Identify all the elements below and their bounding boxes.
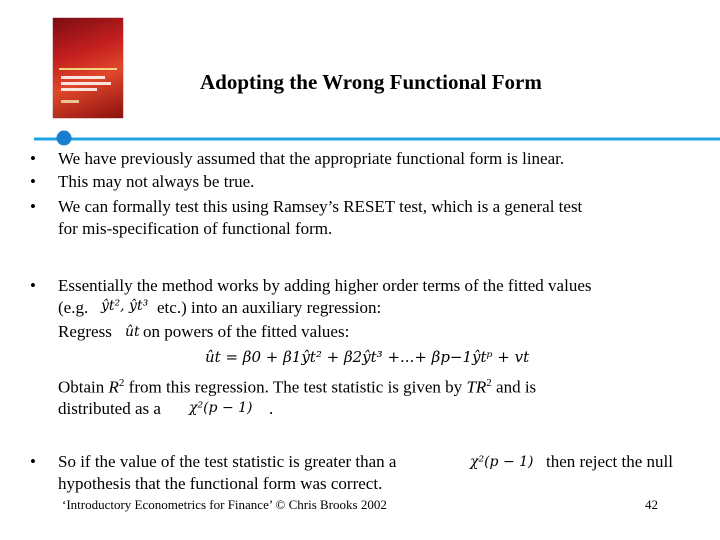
chi-squared-math: χ²(p − 1) — [470, 454, 534, 470]
r-symbol: R — [108, 377, 119, 397]
chi-squared-math: χ²(p − 1) — [189, 400, 253, 416]
regress-suffix: on powers of the fitted values: — [143, 322, 350, 341]
obtain-text-b: from this regression. The test statistic is given by — [128, 377, 463, 397]
residual-math: ût — [125, 324, 140, 340]
bullet-text: This may not always be true. — [58, 172, 255, 191]
divider-dot-icon — [55, 129, 73, 147]
bullet-icon: • — [30, 172, 36, 191]
fitted-powers-math: ŷt², ŷt³ — [101, 298, 149, 314]
eg-prefix: (e.g. — [58, 298, 89, 317]
bullet-icon: • — [30, 149, 36, 168]
bullet-icon: • — [30, 197, 36, 216]
eg-suffix: etc.) into an auxiliary regression: — [157, 298, 382, 317]
obtain-text-c: and is — [496, 377, 537, 397]
bullet-text: then reject the null — [546, 452, 673, 471]
cover-stripe — [59, 68, 117, 70]
distributed-text: distributed as a — [58, 399, 161, 418]
page-number: 42 — [645, 497, 658, 512]
cover-title-line — [61, 88, 97, 91]
cover-author-line — [61, 100, 79, 103]
regress-prefix: Regress — [58, 322, 112, 341]
cover-title-line — [61, 76, 105, 79]
book-cover-image — [53, 18, 123, 118]
tr-superscript: 2 — [486, 377, 492, 389]
cover-title-line — [61, 82, 111, 85]
bullet-text: Essentially the method works by adding higher order terms of the fitted values — [58, 276, 592, 295]
bullet-icon: • — [30, 276, 36, 295]
period-text: . — [269, 399, 274, 418]
bullet-text: We have previously assumed that the appropriate functional form is linear. — [58, 149, 565, 168]
footer-citation: ‘Introductory Econometrics for Finance’ © Chris Brooks 2002 — [62, 497, 387, 512]
obtain-line — [58, 377, 536, 398]
r-superscript: 2 — [118, 377, 125, 389]
bullet-text-continuation: for mis-specification of functional form. — [58, 219, 333, 238]
title-divider — [34, 136, 720, 141]
tr-symbol: TR — [466, 377, 487, 397]
bullet-icon: • — [30, 452, 36, 471]
bullet-text: So if the value of the test statistic is greater than a — [58, 452, 397, 471]
bullet-text-continuation: hypothesis that the functional form was correct. — [58, 474, 383, 493]
bullet-text: We can formally test this using Ramsey’s RESET test, which is a general test — [58, 197, 583, 216]
regression-equation: ût = β0 + β1ŷt² + β2ŷt³ +...+ βp−1ŷtᵖ + vt — [205, 348, 530, 366]
slide-title: Adopting the Wrong Functional Form — [200, 70, 542, 94]
obtain-text-a: Obtain — [58, 377, 105, 397]
